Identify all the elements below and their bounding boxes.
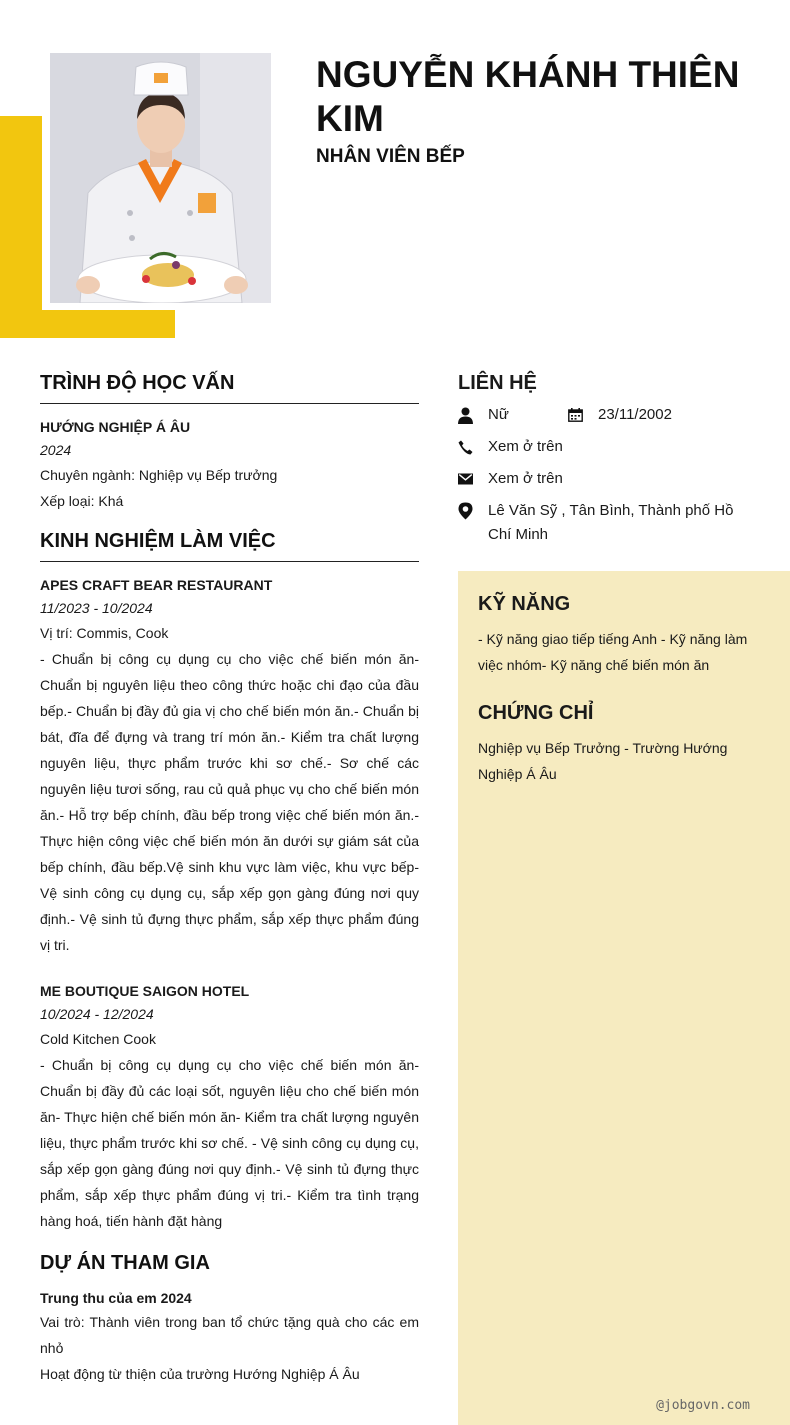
- email-field: [458, 467, 758, 491]
- company-name: ME BOUTIQUE SAIGON HOTEL: [40, 983, 250, 999]
- phone-value: Xem ở trên: [488, 438, 563, 455]
- contact-section: [458, 372, 758, 555]
- company-name: APES CRAFT BEAR RESTAURANT: [40, 577, 273, 593]
- experience-section: [40, 530, 419, 1234]
- project-item: [40, 1287, 419, 1387]
- project-name: Trung thu của em 2024: [40, 1290, 192, 1306]
- address-value: Lê Văn Sỹ , Tân Bình, Thành phố Hồ Chí Minh: [488, 502, 734, 543]
- watermark: @jobgovn.com: [656, 1398, 750, 1413]
- accent-bar-vertical: [0, 116, 42, 338]
- accent-bar-horizontal: [0, 310, 175, 338]
- skills-text: - Kỹ năng giao tiếp tiếng Anh - Kỹ năng làm việc nhóm- Kỹ năng chế biến món ăn: [478, 631, 748, 673]
- education-item: [40, 416, 419, 514]
- experience-title: KINH NGHIỆM LÀM VIỆC: [40, 530, 419, 562]
- contact-row-gender-dob: [458, 403, 758, 427]
- projects-title: DỰ ÁN THAM GIA: [40, 1252, 210, 1274]
- candidate-name: NGUYỄN KHÁNH THIÊN KIM: [316, 54, 740, 139]
- experience-period: 11/2023 - 10/2024: [40, 600, 153, 616]
- phone-icon: [458, 435, 488, 459]
- experience-description: - Chuẩn bị công cụ dụng cụ cho việc chế biến món ăn- Chuẩn bị nguyên liệu theo công thức hoặc chi đạo của đầu bếp.- Chuẩn bị đầy đủ gia vị cho chế biến món ăn.- Chuẩn bị bát, đĩa để đựng và trang trí món ăn.- Kiểm tra chất lượng nguyên liệu, thực phẩm trước khi sơ chế.- Sơ chế các nguyên liệu tươi sống, rau củ quả phục vụ cho chế biến món ăn.- Hỗ trợ bếp chính, đầu bếp trong việc chế biến món ăn.- Thực hiện công việc chế biến món ăn dưới sự giám sát của bếp chính, đầu bếp.Vệ sinh khu vực làm việc, khu vực bếp- Vệ sinh công cụ dụng cụ, sắp xếp gọn gàng đúng nơi quy định.- Vệ sinh tủ đựng thực phẩm, sắp xếp thực phẩm đúng vị tri.: [40, 651, 419, 953]
- experience-period: 10/2024 - 12/2024: [40, 1006, 154, 1022]
- phone-field: [458, 435, 758, 459]
- certificates-text: Nghiệp vụ Bếp Trưởng - Trường Hướng Nghiệp Á Âu: [478, 740, 728, 782]
- job-title: NHÂN VIÊN BẾP: [316, 146, 465, 167]
- envelope-icon: [458, 467, 488, 491]
- address-field: [458, 499, 758, 547]
- gender-value: Nữ: [488, 406, 509, 423]
- education-year: 2024: [40, 442, 72, 458]
- certificates-title: CHỨNG CHỈ: [478, 702, 594, 724]
- person-icon: [458, 403, 488, 427]
- education-title: TRÌNH ĐỘ HỌC VẤN: [40, 372, 419, 404]
- education-major: Chuyên ngành: Nghiệp vụ Bếp trưởng: [40, 467, 278, 483]
- experience-position: Vị trí: Commis, Cook: [40, 625, 169, 641]
- gender-field: [458, 403, 568, 427]
- experience-item: [40, 980, 419, 1234]
- dob-field: [568, 403, 672, 427]
- calendar-icon: [568, 403, 598, 427]
- contact-title: LIÊN HỆ: [458, 372, 537, 394]
- project-role: Vai trò: Thành viên trong ban tổ chức tặng quà cho các em nhỏ: [40, 1314, 419, 1356]
- experience-description: - Chuẩn bị công cụ dụng cụ cho việc chế biến món ăn- Chuẩn bị đầy đủ các loại sốt, nguyên liệu cho chế biến món ăn- Thực hiện chế biến món ăn- Kiểm tra chất lượng nguyên liệu, thực phẩm trước khi sơ chế. - Vệ sinh công cụ dụng cụ, sắp xếp gọn gàng đúng nơi quy định.- Vệ sinh tủ đựng thực phẩm, sắp xếp thực phẩm đúng vị tri.- Kiểm tra tình trạng hàng hoá, tiến hành đặt hàng: [40, 1057, 419, 1229]
- skills-title: KỸ NĂNG: [478, 593, 571, 615]
- education-grade: Xếp loại: Khá: [40, 493, 124, 509]
- projects-section: [40, 1252, 419, 1387]
- profile-photo: [50, 53, 271, 303]
- dob-value: 23/11/2002: [598, 406, 672, 423]
- education-section: [40, 372, 419, 514]
- school-name: HƯỚNG NGHIỆP Á ÂU: [40, 419, 191, 435]
- experience-position: Cold Kitchen Cook: [40, 1031, 156, 1047]
- project-note: Hoạt động từ thiện của trường Hướng Nghiệp Á Âu: [40, 1366, 360, 1382]
- skills-panel: [458, 571, 790, 1425]
- map-pin-icon: [458, 499, 488, 523]
- experience-item: [40, 574, 419, 958]
- left-column: [40, 372, 419, 1401]
- email-value: Xem ở trên: [488, 470, 563, 487]
